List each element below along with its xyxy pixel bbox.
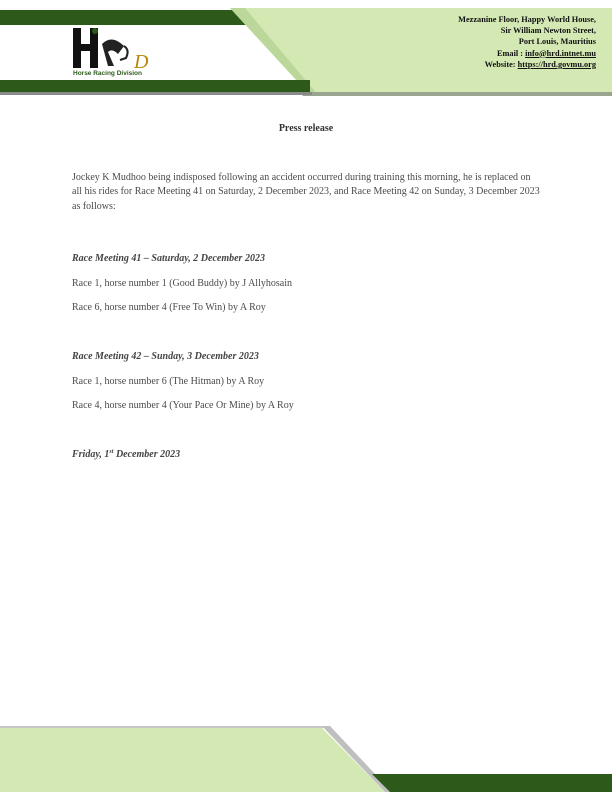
meeting-heading: Race Meeting 41 – Saturday, 2 December 2023 <box>72 253 265 264</box>
release-date <box>72 449 180 460</box>
ride-line: Race 1, horse number 6 (The Hitman) by A Roy <box>72 376 265 387</box>
address-line: Sir William Newton Street, <box>500 26 596 36</box>
ride-line: Race 6, horse number 4 (Free To Win) by A Roy <box>72 302 266 313</box>
website-link[interactable]: https://hrd.govmu.org <box>517 59 596 69</box>
email-line <box>458 48 596 59</box>
intro-paragraph: Jockey K Mudhoo being indisposed following an accident occurred during training this morning, he is replaced on all his rides for Race Meeting 41 on Saturday, 2 December 2023, and Race Meeting 42 on Sunday, 3 December 2023 as follows: <box>72 172 540 212</box>
meeting-heading: Race Meeting 42 – Sunday, 3 December 2023 <box>72 351 259 362</box>
ride-line: Race 4, horse number 4 (Your Pace Or Mine) by A Roy <box>72 400 294 411</box>
date-prefix: Friday, 1 <box>72 449 110 460</box>
website-line <box>458 59 596 70</box>
address-line: Port Louis, Mauritius <box>518 37 596 47</box>
document-title: Press release <box>278 123 334 134</box>
footer-banner <box>0 722 612 792</box>
email-link[interactable]: info@hrd.intnet.mu <box>525 48 596 58</box>
date-ordinal: st <box>109 449 114 455</box>
address-line: Mezzanine Floor, Happy World House, <box>458 15 596 24</box>
email-label: Email : <box>496 48 526 58</box>
organization-address <box>458 14 596 70</box>
date-rest: December 2023 <box>113 449 181 460</box>
svg-text:D: D <box>134 51 149 73</box>
website-label: Website: <box>484 59 518 69</box>
logo-caption: Horse Racing Division <box>73 70 142 77</box>
ride-line: Race 1, horse number 1 (Good Buddy) by J Allyhosain <box>72 278 292 289</box>
